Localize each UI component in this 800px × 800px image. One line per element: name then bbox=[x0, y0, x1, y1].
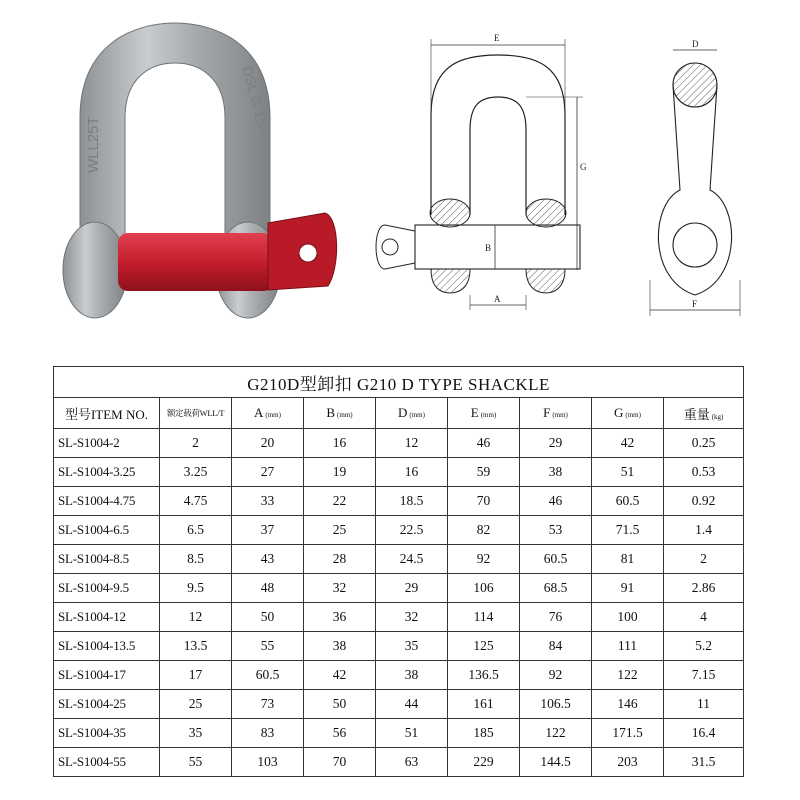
table-cell: 60.5 bbox=[520, 545, 592, 574]
left-ear bbox=[63, 222, 127, 318]
table-row bbox=[54, 545, 744, 574]
table-cell: 3.25 bbox=[160, 458, 232, 487]
table-cell: 2 bbox=[160, 429, 232, 458]
table-cell: 92 bbox=[448, 545, 520, 574]
bow-marking-left: WLL25T bbox=[85, 116, 102, 173]
table-cell: 20 bbox=[232, 429, 304, 458]
table-cell: 25 bbox=[304, 516, 376, 545]
table-cell: 84 bbox=[520, 632, 592, 661]
table-row bbox=[54, 603, 744, 632]
table-cell: 103 bbox=[232, 748, 304, 777]
table-cell: 203 bbox=[592, 748, 664, 777]
table-row bbox=[54, 458, 744, 487]
item-no-cell: SL-S1004-12 bbox=[54, 603, 160, 632]
side-bow-outer bbox=[431, 55, 565, 215]
table-cell: 51 bbox=[376, 719, 448, 748]
header-a: A (mm) bbox=[232, 398, 304, 429]
table-title: G210D型卸扣 G210 D TYPE SHACKLE bbox=[54, 367, 744, 398]
table-cell: 42 bbox=[304, 661, 376, 690]
table-cell: 31.5 bbox=[664, 748, 744, 777]
table-row bbox=[54, 690, 744, 719]
bow-marking-right: DSL G 13/4 bbox=[239, 64, 274, 139]
dim-label-b: B bbox=[485, 243, 492, 253]
front-body-outline bbox=[658, 85, 731, 295]
table-cell: 56 bbox=[304, 719, 376, 748]
table-row bbox=[54, 719, 744, 748]
table-cell: 12 bbox=[160, 603, 232, 632]
table-cell: 32 bbox=[304, 574, 376, 603]
item-no-cell: SL-S1004-13.5 bbox=[54, 632, 160, 661]
table-row bbox=[54, 574, 744, 603]
hatched-section-left-top bbox=[430, 199, 470, 227]
table-cell: 106 bbox=[448, 574, 520, 603]
table-cell: 2 bbox=[664, 545, 744, 574]
table-cell: 0.92 bbox=[664, 487, 744, 516]
table-cell: 0.53 bbox=[664, 458, 744, 487]
pin-tab-hole bbox=[299, 244, 317, 262]
table-cell: 1.4 bbox=[664, 516, 744, 545]
dim-label-f: F bbox=[692, 299, 698, 309]
front-hatched-section bbox=[673, 63, 717, 107]
table-cell: 8.5 bbox=[160, 545, 232, 574]
table-cell: 38 bbox=[376, 661, 448, 690]
table-row bbox=[54, 516, 744, 545]
table-cell: 122 bbox=[520, 719, 592, 748]
table-cell: 111 bbox=[592, 632, 664, 661]
table-cell: 22 bbox=[304, 487, 376, 516]
table-cell: 35 bbox=[376, 632, 448, 661]
table-cell: 19 bbox=[304, 458, 376, 487]
table-cell: 44 bbox=[376, 690, 448, 719]
item-no-cell: SL-S1004-6.5 bbox=[54, 516, 160, 545]
table-cell: 38 bbox=[520, 458, 592, 487]
table-cell: 122 bbox=[592, 661, 664, 690]
table-cell: 114 bbox=[448, 603, 520, 632]
item-no-cell: SL-S1004-2 bbox=[54, 429, 160, 458]
item-no-cell: SL-S1004-35 bbox=[54, 719, 160, 748]
table-cell: 29 bbox=[520, 429, 592, 458]
table-cell: 51 bbox=[592, 458, 664, 487]
hatched-section-right-bottom bbox=[526, 269, 565, 293]
header-e: E (mm) bbox=[448, 398, 520, 429]
header-b: B (mm) bbox=[304, 398, 376, 429]
table-cell: 53 bbox=[520, 516, 592, 545]
hatched-section-left-bottom bbox=[431, 269, 470, 293]
table-cell: 25 bbox=[160, 690, 232, 719]
table-cell: 18.5 bbox=[376, 487, 448, 516]
side-bow-inner bbox=[470, 97, 526, 215]
table-cell: 4.75 bbox=[160, 487, 232, 516]
table-cell: 13.5 bbox=[160, 632, 232, 661]
front-view-diagram bbox=[640, 40, 750, 320]
table-cell: 36 bbox=[304, 603, 376, 632]
spec-table bbox=[53, 366, 744, 777]
shackle-photo bbox=[40, 18, 360, 328]
table-cell: 9.5 bbox=[160, 574, 232, 603]
table-cell: 43 bbox=[232, 545, 304, 574]
table-cell: 76 bbox=[520, 603, 592, 632]
table-cell: 28 bbox=[304, 545, 376, 574]
table-cell: 106.5 bbox=[520, 690, 592, 719]
item-no-cell: SL-S1004-3.25 bbox=[54, 458, 160, 487]
table-cell: 100 bbox=[592, 603, 664, 632]
header-f: F (mm) bbox=[520, 398, 592, 429]
table-cell: 71.5 bbox=[592, 516, 664, 545]
table-cell: 55 bbox=[232, 632, 304, 661]
table-cell: 17 bbox=[160, 661, 232, 690]
table-cell: 60.5 bbox=[592, 487, 664, 516]
table-cell: 146 bbox=[592, 690, 664, 719]
table-cell: 48 bbox=[232, 574, 304, 603]
table-cell: 33 bbox=[232, 487, 304, 516]
table-cell: 82 bbox=[448, 516, 520, 545]
side-pin-tab-hole bbox=[382, 239, 398, 255]
dim-label-a: A bbox=[494, 294, 501, 304]
table-cell: 70 bbox=[304, 748, 376, 777]
header-weight: 重量 (kg) bbox=[664, 398, 744, 429]
table-row bbox=[54, 429, 744, 458]
front-eye-hole bbox=[673, 223, 717, 267]
table-cell: 73 bbox=[232, 690, 304, 719]
table-cell: 22.5 bbox=[376, 516, 448, 545]
table-cell: 42 bbox=[592, 429, 664, 458]
table-cell: 2.86 bbox=[664, 574, 744, 603]
table-cell: 16 bbox=[304, 429, 376, 458]
table-cell: 7.15 bbox=[664, 661, 744, 690]
table-row bbox=[54, 487, 744, 516]
item-no-cell: SL-S1004-25 bbox=[54, 690, 160, 719]
table-cell: 83 bbox=[232, 719, 304, 748]
table-cell: 81 bbox=[592, 545, 664, 574]
table-cell: 55 bbox=[160, 748, 232, 777]
table-cell: 161 bbox=[448, 690, 520, 719]
table-cell: 0.25 bbox=[664, 429, 744, 458]
header-wll: 额定载荷WLL/T bbox=[160, 398, 232, 429]
table-row bbox=[54, 661, 744, 690]
header-item-no: 型号ITEM NO. bbox=[54, 398, 160, 429]
dim-label-d: D bbox=[692, 40, 699, 49]
shackle-bow bbox=[80, 23, 270, 248]
table-cell: 29 bbox=[376, 574, 448, 603]
table-cell: 136.5 bbox=[448, 661, 520, 690]
table-cell: 11 bbox=[664, 690, 744, 719]
table-cell: 91 bbox=[592, 574, 664, 603]
item-no-cell: SL-S1004-8.5 bbox=[54, 545, 160, 574]
side-view-diagram bbox=[365, 25, 600, 315]
table-cell: 4 bbox=[664, 603, 744, 632]
table-header-row bbox=[54, 398, 744, 429]
table-cell: 63 bbox=[376, 748, 448, 777]
table-cell: 185 bbox=[448, 719, 520, 748]
table-cell: 59 bbox=[448, 458, 520, 487]
table-cell: 50 bbox=[232, 603, 304, 632]
table-cell: 16.4 bbox=[664, 719, 744, 748]
item-no-cell: SL-S1004-4.75 bbox=[54, 487, 160, 516]
table-cell: 46 bbox=[448, 429, 520, 458]
item-no-cell: SL-S1004-17 bbox=[54, 661, 160, 690]
table-cell: 70 bbox=[448, 487, 520, 516]
table-cell: 27 bbox=[232, 458, 304, 487]
table-row bbox=[54, 632, 744, 661]
table-title-row bbox=[54, 367, 744, 398]
table-cell: 12 bbox=[376, 429, 448, 458]
header-d: D (mm) bbox=[376, 398, 448, 429]
table-cell: 5.2 bbox=[664, 632, 744, 661]
table-cell: 125 bbox=[448, 632, 520, 661]
table-cell: 144.5 bbox=[520, 748, 592, 777]
item-no-cell: SL-S1004-9.5 bbox=[54, 574, 160, 603]
table-cell: 16 bbox=[376, 458, 448, 487]
table-cell: 46 bbox=[520, 487, 592, 516]
table-cell: 35 bbox=[160, 719, 232, 748]
table-cell: 38 bbox=[304, 632, 376, 661]
table-cell: 92 bbox=[520, 661, 592, 690]
table-cell: 50 bbox=[304, 690, 376, 719]
dim-label-e: E bbox=[494, 33, 500, 43]
table-cell: 60.5 bbox=[232, 661, 304, 690]
table-cell: 32 bbox=[376, 603, 448, 632]
hatched-section-right-top bbox=[526, 199, 566, 227]
table-cell: 171.5 bbox=[592, 719, 664, 748]
red-pin bbox=[118, 233, 273, 291]
dim-label-g: G bbox=[580, 162, 587, 172]
side-pin bbox=[415, 225, 580, 269]
table-cell: 24.5 bbox=[376, 545, 448, 574]
table-cell: 229 bbox=[448, 748, 520, 777]
table-cell: 68.5 bbox=[520, 574, 592, 603]
item-no-cell: SL-S1004-55 bbox=[54, 748, 160, 777]
table-cell: 37 bbox=[232, 516, 304, 545]
header-g: G (mm) bbox=[592, 398, 664, 429]
table-row bbox=[54, 748, 744, 777]
table-cell: 6.5 bbox=[160, 516, 232, 545]
